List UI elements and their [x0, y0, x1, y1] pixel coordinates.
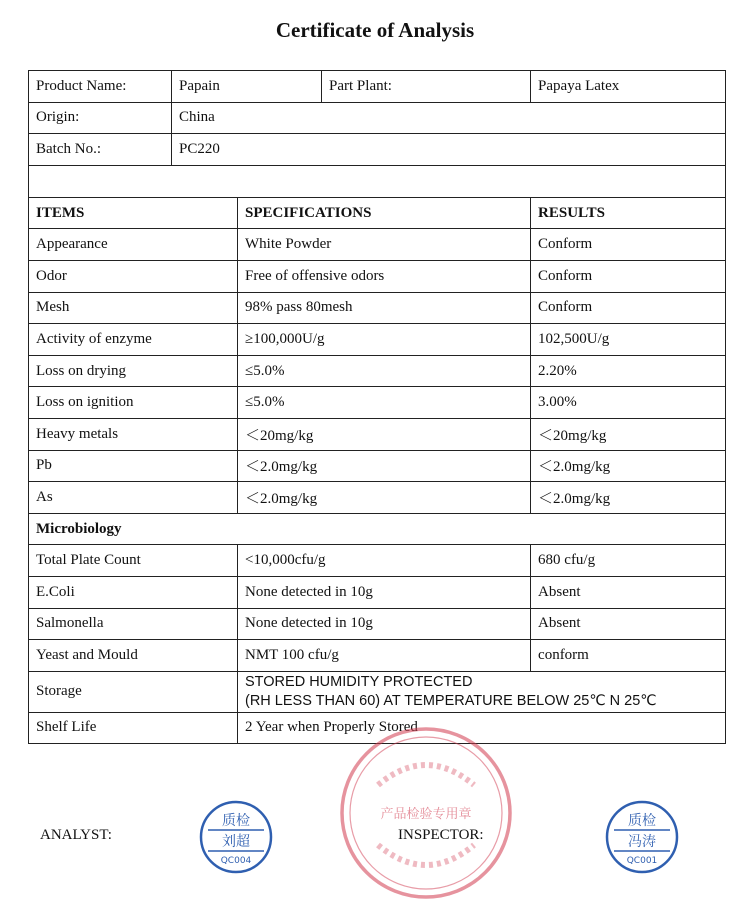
table-row: [29, 355, 726, 387]
analyst-label: ANALYST:: [40, 827, 112, 843]
header-items: ITEMS: [29, 197, 238, 229]
blank-cell: [29, 165, 726, 197]
batch-label: Batch No.:: [29, 134, 172, 166]
table-row: [29, 260, 726, 292]
header-results: RESULTS: [531, 197, 726, 229]
qc-stamp-icon: [198, 799, 274, 875]
origin-row: [29, 102, 726, 134]
table-row: [29, 324, 726, 356]
row-spec: None detected in 10g: [238, 576, 531, 608]
row-spec: ≤5.0%: [238, 387, 531, 419]
row-result: Conform: [531, 260, 726, 292]
inspector-qc-stamp: [604, 799, 680, 880]
row-item: As: [29, 482, 238, 514]
analyst-qc-stamp: [198, 799, 274, 880]
batch-value: PC220: [172, 134, 726, 166]
row-item: Yeast and Mould: [29, 640, 238, 672]
analyst-stamp-line2: 刘超: [222, 834, 250, 850]
inspector-label: INSPECTOR:: [398, 827, 484, 843]
row-item: Heavy metals: [29, 418, 238, 450]
table-row: [29, 640, 726, 672]
storage-value: [238, 671, 726, 712]
spec-rows: [29, 229, 726, 513]
table-row: [29, 576, 726, 608]
table-row: [29, 418, 726, 450]
row-item: Pb: [29, 450, 238, 482]
product-name-value: Papain: [172, 71, 322, 103]
row-spec: 98% pass 80mesh: [238, 292, 531, 324]
row-item: Activity of enzyme: [29, 324, 238, 356]
analyst-stamp-line1: 质检: [222, 813, 250, 829]
row-result: ＜2.0mg/kg: [531, 450, 726, 482]
row-result: conform: [531, 640, 726, 672]
table-row: [29, 292, 726, 324]
company-seal-icon: [338, 725, 514, 901]
row-spec: None detected in 10g: [238, 608, 531, 640]
inspector-stamp-line1: 质检: [628, 813, 656, 829]
page-title: Certificate of Analysis: [275, 18, 475, 42]
coa-table: [28, 70, 726, 744]
microbiology-row: [29, 513, 726, 545]
table-row: [29, 229, 726, 261]
row-item: Loss on ignition: [29, 387, 238, 419]
row-item: E.Coli: [29, 576, 238, 608]
row-spec: Free of offensive odors: [238, 260, 531, 292]
micro-rows: [29, 545, 726, 671]
row-item: Odor: [29, 260, 238, 292]
part-plant-value: Papaya Latex: [531, 71, 726, 103]
analyst-stamp-code: QC004: [220, 856, 252, 866]
row-spec: ≥100,000U/g: [238, 324, 531, 356]
row-item: Loss on drying: [29, 355, 238, 387]
row-result: Conform: [531, 292, 726, 324]
row-result: ＜2.0mg/kg: [531, 482, 726, 514]
row-item: Mesh: [29, 292, 238, 324]
qc-stamp-icon: [604, 799, 680, 875]
row-spec: ＜2.0mg/kg: [238, 450, 531, 482]
table-row: [29, 387, 726, 419]
inspector-stamp-line2: 冯涛: [628, 834, 656, 850]
row-spec: NMT 100 cfu/g: [238, 640, 531, 672]
row-spec: White Powder: [238, 229, 531, 261]
blank-row: [29, 165, 726, 197]
row-spec: <10,000cfu/g: [238, 545, 531, 577]
storage-line-1: STORED HUMIDITY PROTECTED: [245, 673, 473, 690]
row-spec: ≤5.0%: [238, 355, 531, 387]
shelf-life-value: 2 Year when Properly Stored: [238, 712, 726, 744]
origin-label: Origin:: [29, 102, 172, 134]
row-result: 680 cfu/g: [531, 545, 726, 577]
batch-row: [29, 134, 726, 166]
row-result: ＜20mg/kg: [531, 418, 726, 450]
storage-row: [29, 671, 726, 712]
row-spec: ＜2.0mg/kg: [238, 482, 531, 514]
row-spec: ＜20mg/kg: [238, 418, 531, 450]
row-result: 3.00%: [531, 387, 726, 419]
header-row: [29, 197, 726, 229]
row-item: Appearance: [29, 229, 238, 261]
table-row: [29, 450, 726, 482]
row-item: Salmonella: [29, 608, 238, 640]
row-result: Conform: [531, 229, 726, 261]
storage-line-2: (RH LESS THAN 60) AT TEMPERATURE BELOW 25℃ N 25℃: [245, 692, 657, 709]
microbiology-label: Microbiology: [29, 513, 726, 545]
table-row: [29, 545, 726, 577]
product-name-label: Product Name:: [29, 71, 172, 103]
header-specifications: SPECIFICATIONS: [238, 197, 531, 229]
row-result: 2.20%: [531, 355, 726, 387]
company-seal-stamp: [338, 725, 514, 906]
row-result: Absent: [531, 608, 726, 640]
storage-label: Storage: [29, 671, 238, 712]
row-result: 102,500U/g: [531, 324, 726, 356]
origin-value: China: [172, 102, 726, 134]
row-result: Absent: [531, 576, 726, 608]
table-row: [29, 608, 726, 640]
table-row: [29, 482, 726, 514]
part-plant-label: Part Plant:: [322, 71, 531, 103]
product-name-row: [29, 71, 726, 103]
inspector-stamp-code: QC001: [626, 856, 658, 866]
shelf-life-label: Shelf Life: [29, 712, 238, 744]
row-item: Total Plate Count: [29, 545, 238, 577]
company-seal-text: 产品检验专用章: [380, 807, 472, 822]
